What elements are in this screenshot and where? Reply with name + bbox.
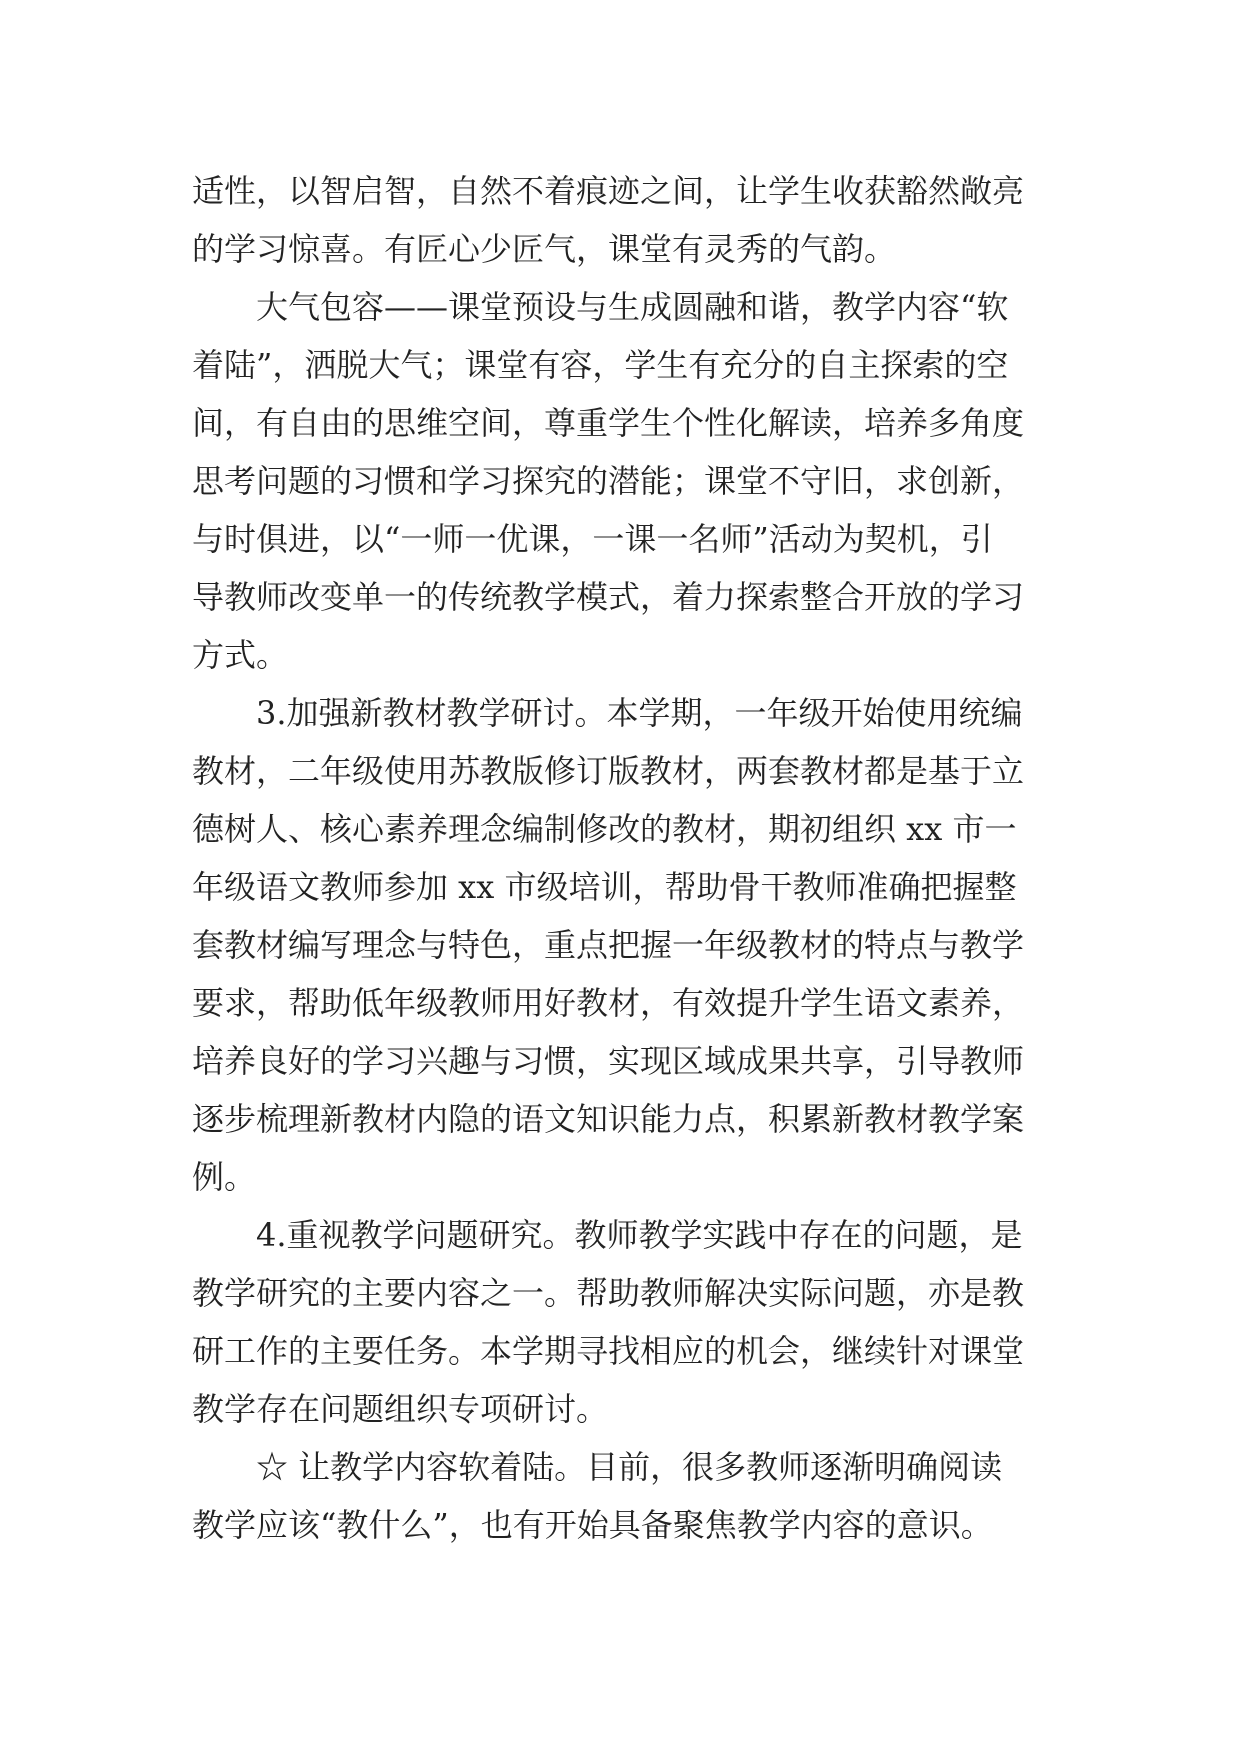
text-line: 培养良好的学习兴趣与习惯，实现区域成果共享，引导教师 [192,1042,1025,1080]
text-line: 适性，以智启智，自然不着痕迹之间，让学生收获豁然敞亮 [192,172,1025,210]
text-line: 间，有自由的思维空间，尊重学生个性化解读，培养多角度 [192,404,1025,442]
text-line: 逐步梳理新教材内隐的语文知识能力点，积累新教材教学案 [192,1100,1025,1138]
text-line: 思考问题的习惯和学习探究的潜能；课堂不守旧，求创新， [192,462,1025,500]
text-line: 着陆”，洒脱大气；课堂有容，学生有充分的自主探索的空 [192,346,1009,384]
document-body [192,162,1050,1554]
paragraph-4 [192,1206,1050,1438]
text-line: 教材，二年级使用苏教版修订版教材，两套教材都是基于立 [192,752,1025,790]
text-line: 的学习惊喜。有匠心少匠气，课堂有灵秀的气韵。 [192,230,897,268]
paragraph-3 [192,684,1050,1206]
text-line: 4.重视教学问题研究。教师教学实践中存在的问题，是 [256,1216,1023,1254]
text-line: 导教师改变单一的传统教学模式，着力探索整合开放的学习 [192,578,1025,616]
text-line: 3.加强新教材教学研讨。本学期，一年级开始使用统编 [256,694,1023,732]
text-line: 年级语文教师参加 xx 市级培训，帮助骨干教师准确把握整 [192,868,1017,906]
paragraph-2 [192,278,1050,684]
text-line: 教学研究的主要内容之一。帮助教师解决实际问题，亦是教 [192,1274,1025,1312]
text-line: 研工作的主要任务。本学期寻找相应的机会，继续针对课堂 [192,1332,1025,1370]
text-line: ☆ 让教学内容软着陆。目前，很多教师逐渐明确阅读 [256,1448,1003,1486]
paragraph-1 [192,162,1050,278]
text-line: 要求，帮助低年级教师用好教材，有效提升学生语文素养， [192,984,1025,1022]
text-line: 教学存在问题组织专项研讨。 [192,1390,609,1428]
text-line: 方式。 [192,636,289,674]
text-line: 教学应该“教什么”，也有开始具备聚焦教学内容的意识。 [192,1506,993,1544]
text-line: 与时俱进，以“一师一优课，一课一名师”活动为契机，引 [192,520,993,558]
text-line: 德树人、核心素养理念编制修改的教材，期初组织 xx 市一 [192,810,1017,848]
text-line: 套教材编写理念与特色，重点把握一年级教材的特点与教学 [192,926,1025,964]
text-line: 例。 [192,1158,257,1196]
paragraph-5 [192,1438,1050,1554]
text-line: 大气包容——课堂预设与生成圆融和谐，教学内容“软 [256,288,1009,326]
